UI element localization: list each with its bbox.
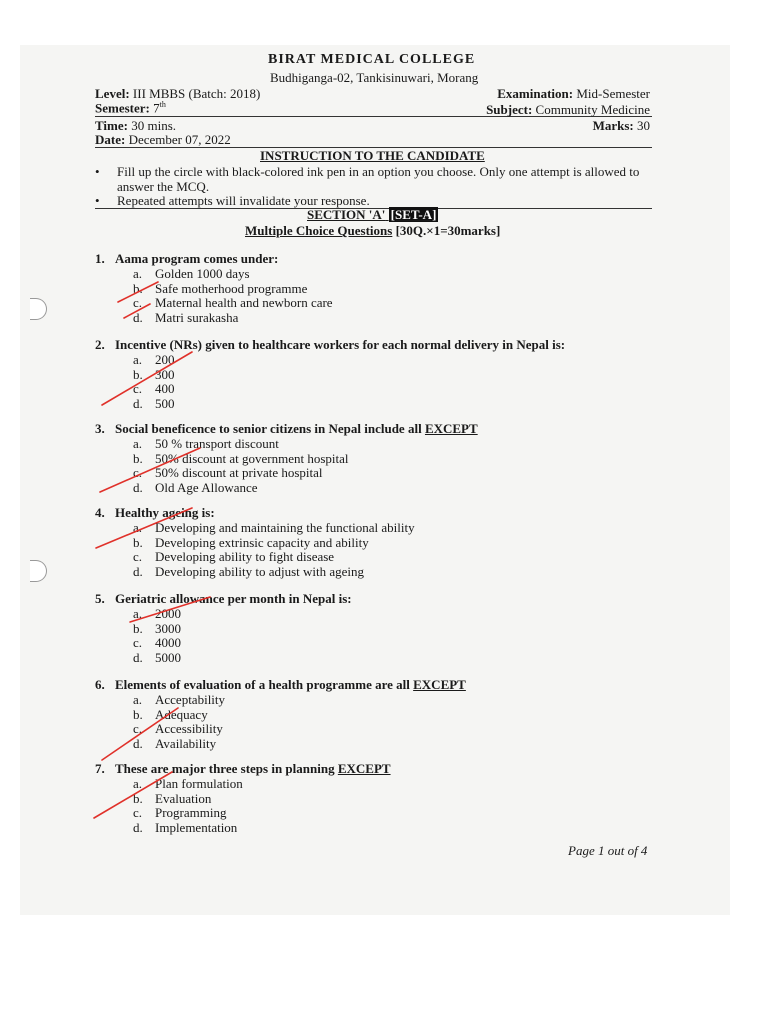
option-letter: c. (133, 465, 143, 480)
question-2 (95, 337, 565, 353)
subtitle-marks: [30Q.×1=30marks] (395, 223, 501, 238)
option-d[interactable] (133, 480, 258, 496)
option-text: 50 % transport discount (155, 436, 279, 451)
question-number: 4. (95, 505, 105, 520)
except-keyword: EXCEPT (337, 761, 391, 776)
option-text: 4000 (155, 635, 181, 650)
instruction-item: Fill up the circle with black-colored ink pen in an option you choose. Only one attempt is allowed to answer the MCQ. (117, 164, 640, 194)
option-text: 500 (155, 395, 175, 411)
date-label: Date: (95, 132, 126, 147)
option-letter: a. (133, 606, 143, 621)
option-d[interactable] (133, 650, 181, 666)
option-d[interactable] (133, 736, 216, 752)
option-letter: c. (133, 295, 143, 310)
bullet-icon: • (95, 164, 100, 179)
question-7 (95, 761, 391, 777)
option-letter: d. (133, 309, 143, 325)
subject-label: Subject: (486, 102, 533, 117)
option-letter: d. (133, 819, 143, 835)
option-letter: d. (133, 563, 143, 579)
option-letter: b. (133, 450, 143, 466)
question-number: 2. (95, 337, 105, 352)
option-text: 200 (155, 352, 175, 367)
option-d[interactable] (133, 564, 364, 580)
option-letter: d. (133, 649, 143, 665)
instructions-title: INSTRUCTION TO THE CANDIDATE (260, 148, 485, 163)
option-letter: c. (133, 549, 143, 564)
option-letter: a. (133, 692, 143, 707)
date-line (95, 132, 231, 148)
option-text: Acceptability (155, 692, 226, 707)
option-text: Golden 1000 days (155, 266, 250, 281)
exam-value: Mid-Semester (576, 86, 650, 101)
question-number: 5. (95, 591, 105, 606)
question-number: 3. (95, 421, 105, 436)
option-letter: a. (133, 776, 143, 791)
semester-suffix: th (159, 100, 166, 109)
exam-line (497, 86, 650, 102)
option-letter: b. (133, 706, 143, 722)
option-text: Availability (155, 735, 217, 751)
except-keyword: EXCEPT (424, 421, 478, 436)
question-text: Incentive (NRs) given to healthcare workers for each normal delivery in Nepal is: (115, 337, 566, 352)
marks-label: Marks: (592, 118, 634, 133)
section-subtitle (245, 223, 500, 239)
option-text: Developing and maintaining the functional ability (155, 520, 415, 535)
question-text: Social beneficence to senior citizens in Nepal include all (115, 421, 422, 436)
question-number: 1. (95, 251, 105, 266)
option-text: Accessibility (155, 721, 223, 736)
question-6 (95, 677, 466, 693)
question-3 (95, 421, 478, 437)
question-text: Aama program comes under: (115, 251, 279, 266)
page-number: Page 1 out of 4 (568, 843, 648, 858)
option-text: Old Age Allowance (155, 479, 258, 495)
question-text: Elements of evaluation of a health programme are all (115, 677, 410, 692)
option-letter: a. (133, 520, 143, 535)
option-letter: d. (133, 479, 143, 495)
bullet-icon: • (95, 193, 100, 208)
option-letter: b. (133, 790, 143, 806)
question-1 (95, 251, 278, 267)
time-label: Time: (95, 118, 128, 133)
subtitle-main: Multiple Choice Questions (245, 223, 393, 238)
question-number: 6. (95, 677, 105, 692)
option-d[interactable] (133, 396, 175, 412)
semester-label: Semester: (95, 100, 150, 116)
option-letter: c. (133, 805, 143, 820)
option-text: Developing ability to fight disease (155, 549, 335, 564)
option-text: 400 (155, 381, 175, 396)
option-letter: a. (133, 266, 143, 281)
question-4 (95, 505, 215, 521)
option-d[interactable] (133, 820, 237, 836)
level-label: Level: (95, 86, 130, 101)
marks-line (593, 118, 650, 134)
option-letter: b. (133, 620, 143, 636)
instruction-item: Repeated attempts will invalidate your response. (117, 193, 370, 208)
option-text: Plan formulation (155, 776, 243, 791)
option-d[interactable] (133, 310, 238, 326)
option-text: Developing ability to adjust with ageing (155, 563, 365, 579)
option-letter: c. (133, 381, 143, 396)
option-text: Adequacy (155, 706, 208, 722)
option-letter: b. (133, 366, 143, 382)
semester-value: 7 (153, 100, 160, 116)
except-keyword: EXCEPT (413, 677, 466, 692)
level-value: III MBBS (Batch: 2018) (132, 86, 261, 101)
option-text: 50% discount at private hospital (155, 465, 323, 480)
question-text: Healthy ageing is: (115, 505, 215, 520)
option-text: Safe motherhood programme (155, 280, 308, 296)
option-text: 3000 (155, 620, 181, 636)
option-text: Implementation (155, 819, 238, 835)
option-letter: a. (133, 436, 143, 451)
exam-label: Examination: (497, 86, 574, 101)
option-text: 2000 (155, 606, 181, 621)
date-value: December 07, 2022 (128, 132, 231, 147)
subject-line (486, 102, 650, 118)
set-badge: [SET-A] (390, 207, 437, 222)
subject-value: Community Medicine (535, 102, 650, 117)
question-text: Geriatric allowance per month in Nepal is: (115, 591, 352, 606)
option-letter: a. (133, 352, 143, 367)
option-text: Evaluation (155, 790, 212, 806)
college-name: BIRAT MEDICAL COLLEGE (268, 52, 476, 67)
option-letter: c. (133, 721, 143, 736)
option-letter: b. (133, 280, 143, 296)
option-text: 300 (155, 366, 175, 382)
question-5 (95, 591, 352, 607)
option-text: Developing extrinsic capacity and ability (155, 534, 369, 550)
option-letter: b. (133, 534, 143, 550)
college-address: Budhiganga-02, Tankisinuwari, Morang (270, 70, 479, 85)
option-text: 5000 (155, 649, 181, 665)
option-text: Programming (155, 805, 227, 820)
option-text: 50% discount at government hospital (155, 450, 349, 466)
semester-line (95, 100, 166, 116)
option-text: Matri surakasha (155, 309, 239, 325)
time-value: 30 mins. (131, 118, 177, 133)
option-letter: d. (133, 735, 143, 751)
question-text: These are major three steps in planning (115, 761, 335, 776)
option-text: Maternal health and newborn care (155, 295, 333, 310)
marks-value: 30 (637, 118, 650, 133)
option-letter: c. (133, 635, 143, 650)
option-letter: d. (133, 395, 143, 411)
question-number: 7. (95, 761, 105, 776)
section-label: SECTION 'A' (307, 207, 386, 222)
section-title (307, 207, 438, 223)
